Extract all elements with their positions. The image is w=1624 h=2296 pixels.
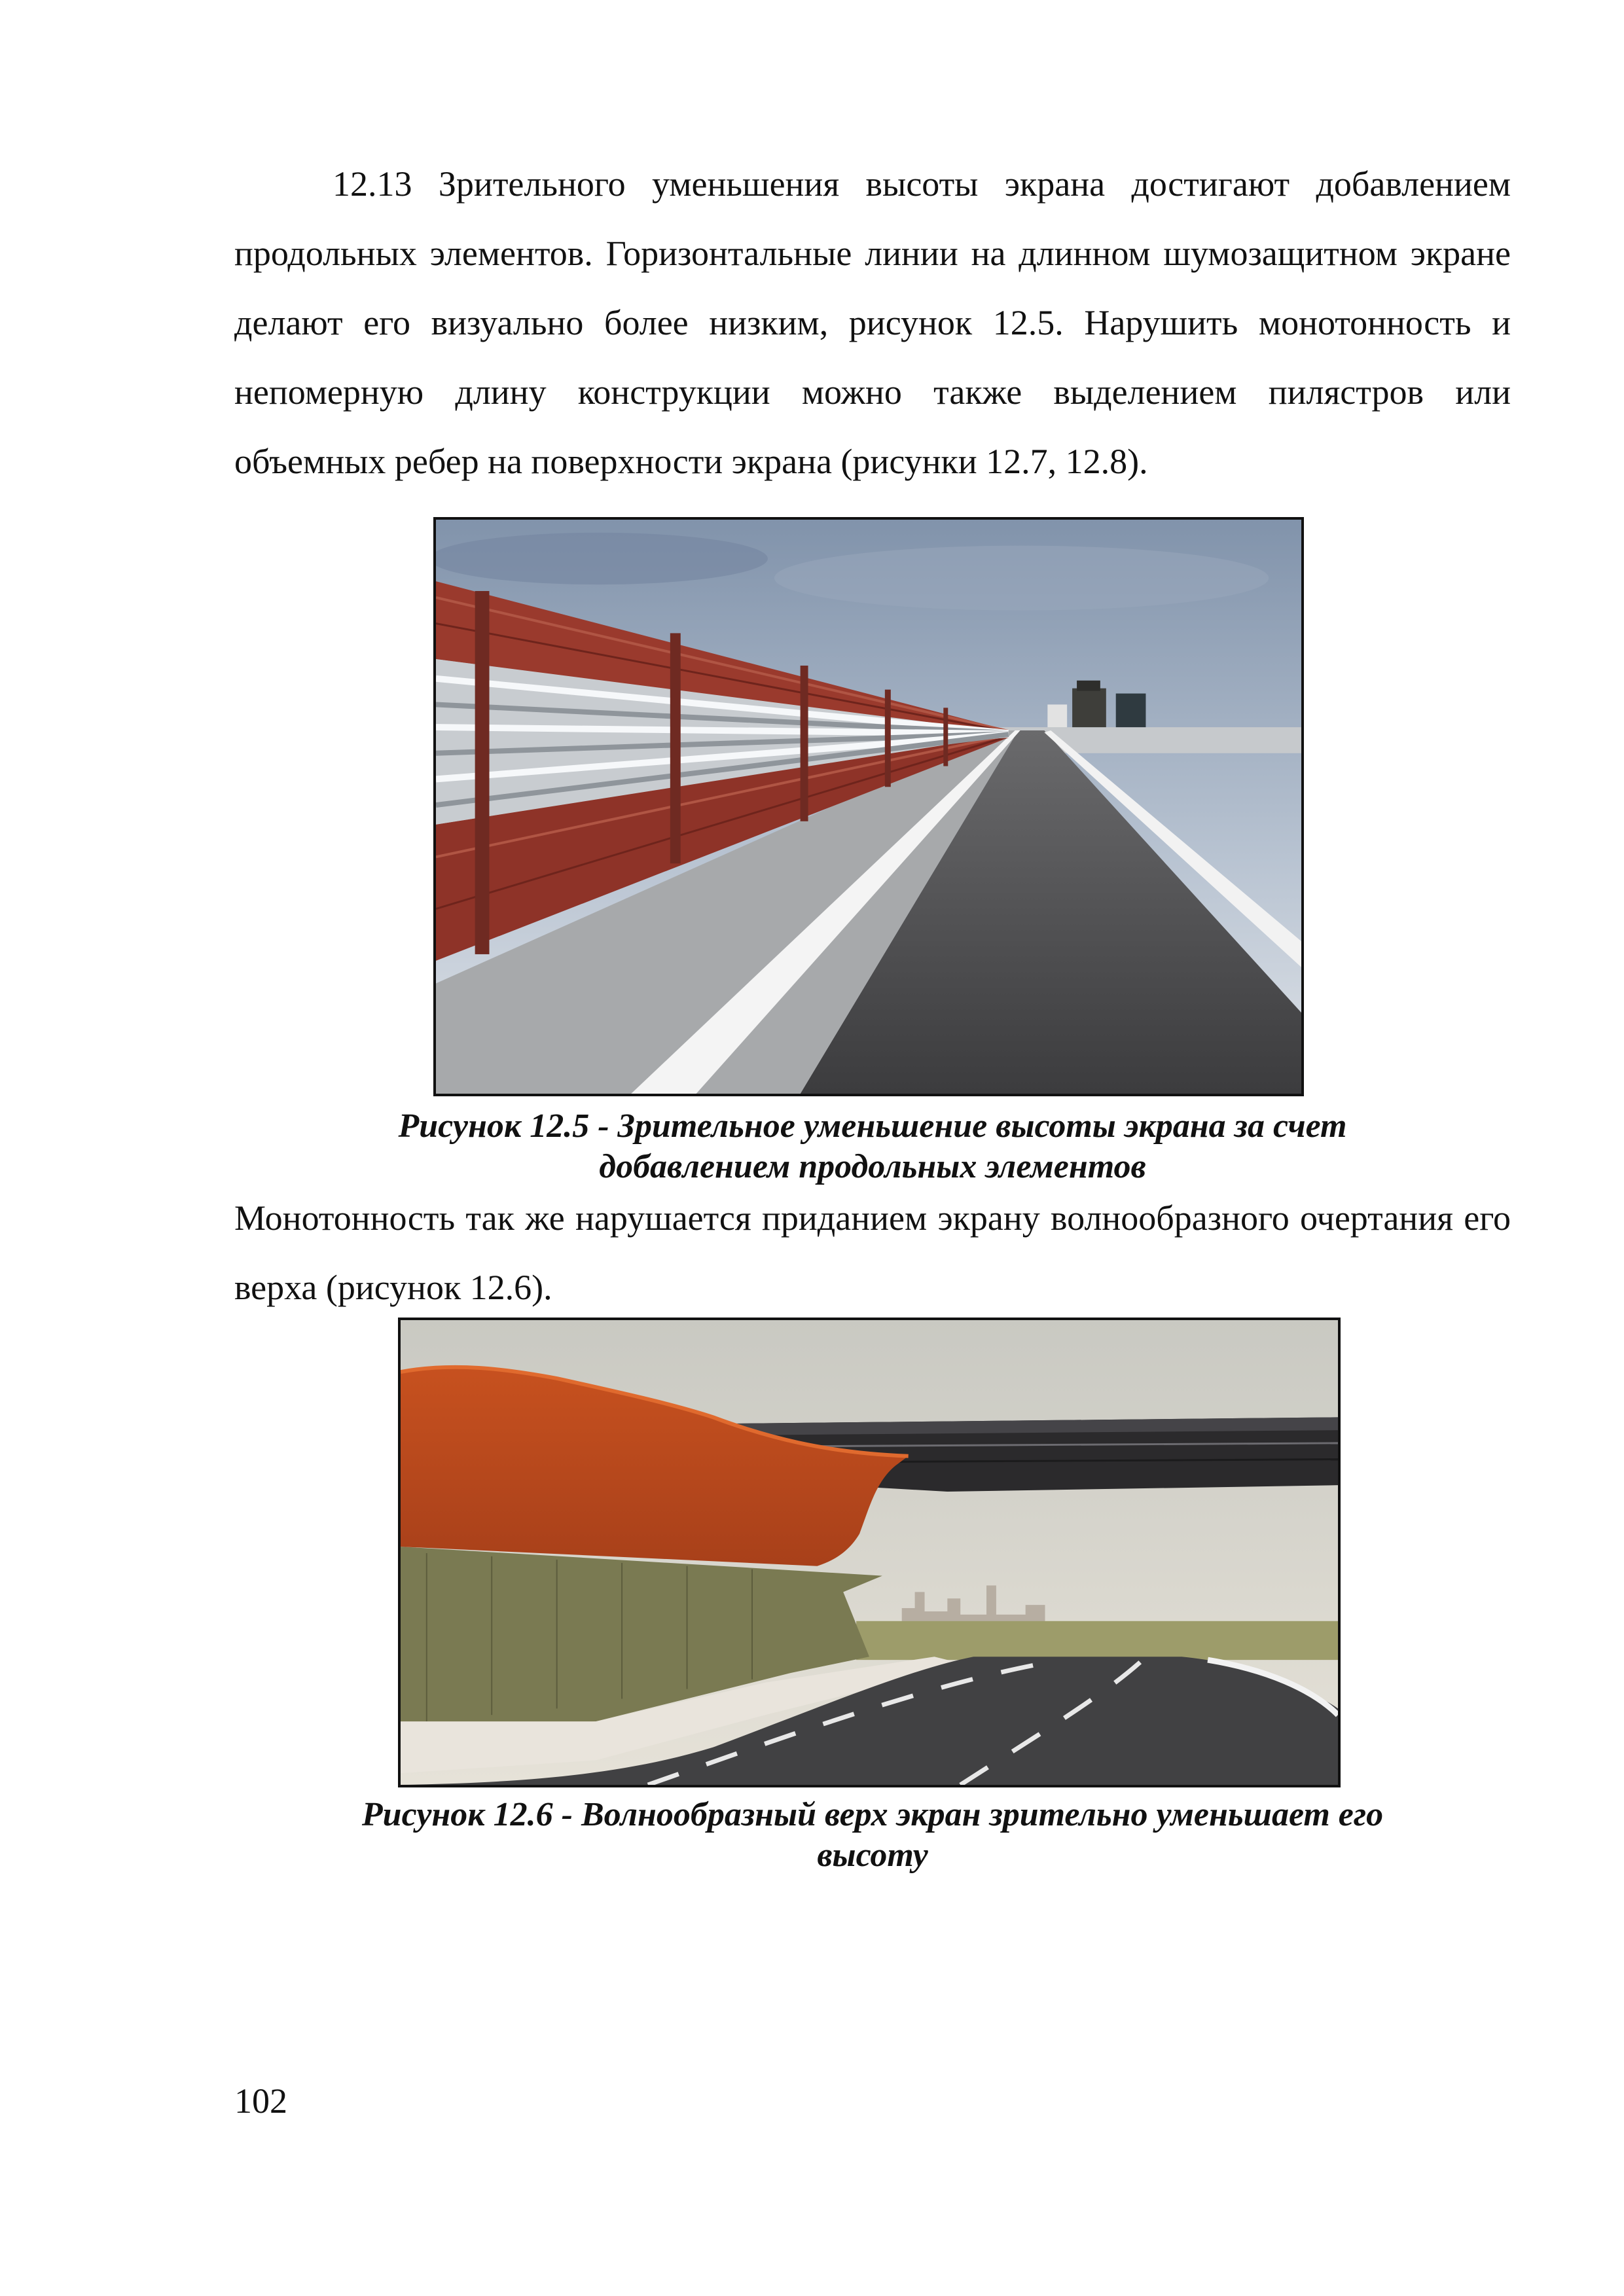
figure-12-5-caption	[234, 1106, 1511, 1187]
paragraph-monotony: Монотонность так же нарушается приданием экрану волнообразного очертания его верха (рисунок 12.6).	[234, 1198, 1511, 1307]
figure-12-6-photo	[398, 1318, 1341, 1787]
caption-line: высоту	[817, 1837, 928, 1874]
page-number: 102	[234, 2081, 287, 2121]
caption-line: Рисунок 12.6 - Волнообразный верх экран зрительно уменьшает его	[361, 1796, 1384, 1833]
wavy-noise-barrier-photo	[401, 1320, 1338, 1785]
caption-line: добавлением продольных элементов	[599, 1148, 1146, 1185]
caption-line: Рисунок 12.5 - Зрительное уменьшение высоты экрана за счет	[398, 1107, 1347, 1145]
figure-12-5-photo	[433, 517, 1304, 1096]
figure-12-6-caption	[234, 1795, 1511, 1876]
noise-barrier-longitudinal-photo	[436, 520, 1301, 1094]
paragraph-12-13: 12.13 Зрительного уменьшения высоты экрана достигают добавлением продольных элементов. Горизонтальные линии на длинном шумозащитном экране делают его визуально более низким, рисунок 12.5. Нарушить монотонность и непомерную длину конструкции можно также выделением пилястров или объемных ребер на поверхности экрана (рисунки 12.7, 12.8).	[234, 164, 1511, 481]
